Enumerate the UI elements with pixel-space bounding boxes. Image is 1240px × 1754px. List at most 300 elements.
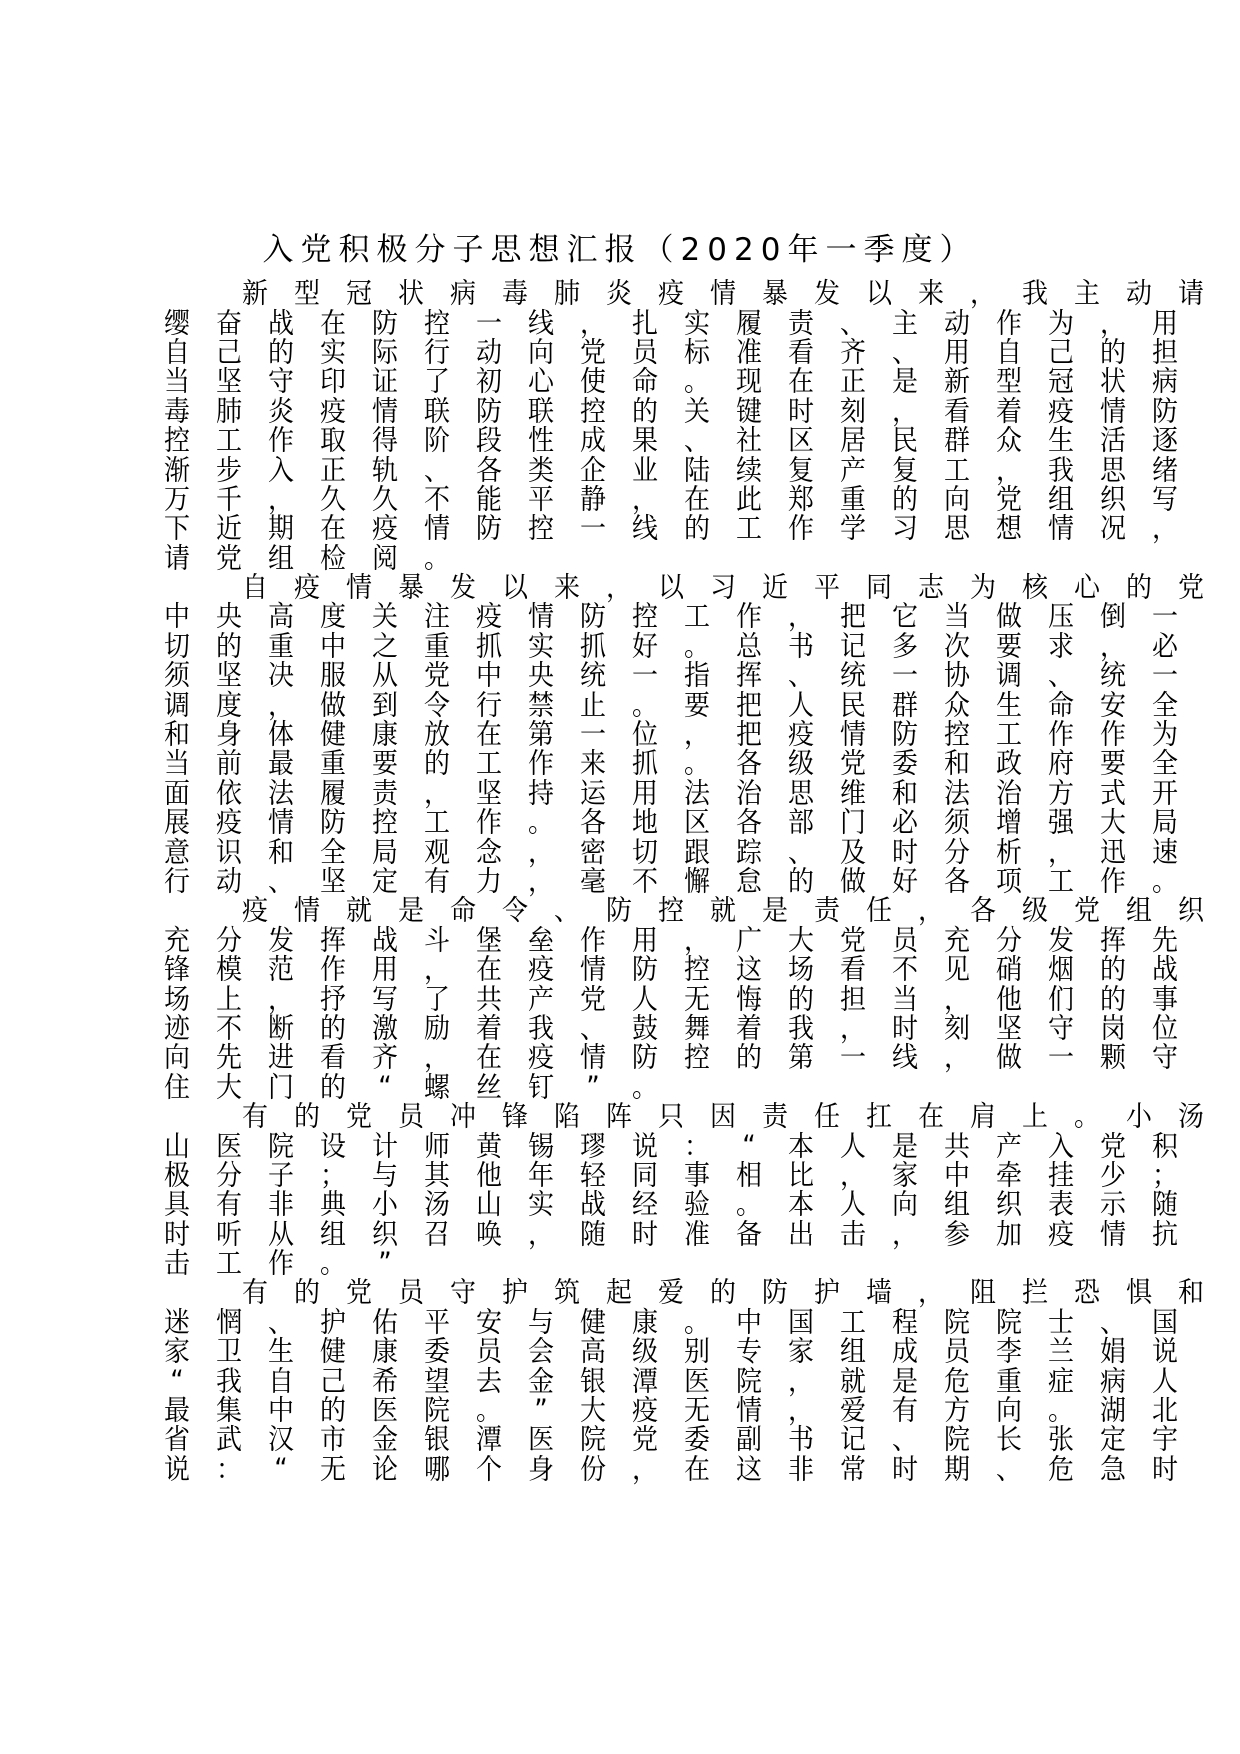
character: 守 xyxy=(449,1277,476,1310)
character: 硝 xyxy=(995,953,1022,987)
text-line xyxy=(151,366,1178,399)
character: 统 xyxy=(839,660,866,693)
character: 组 xyxy=(1125,895,1152,928)
character: ， xyxy=(943,983,970,1016)
character: 来 xyxy=(579,748,606,781)
character: 切 xyxy=(163,630,190,664)
character: 、 xyxy=(423,454,450,487)
character: 武 xyxy=(215,1424,242,1457)
character: 工 xyxy=(839,1306,866,1340)
character: 实 xyxy=(527,1189,554,1222)
character: 从 xyxy=(267,1218,294,1251)
character: 组 xyxy=(943,1189,970,1222)
character: 协 xyxy=(943,660,970,693)
character: 模 xyxy=(215,953,242,987)
character: 。 xyxy=(735,1189,762,1222)
character: 毫 xyxy=(579,865,606,899)
character: 战 xyxy=(371,924,398,957)
character: 激 xyxy=(371,1012,398,1046)
character: 备 xyxy=(735,1218,762,1251)
character: 级 xyxy=(1021,895,1048,928)
character: 员 xyxy=(397,1277,424,1310)
character: 为 xyxy=(1047,307,1074,340)
character: 病 xyxy=(1151,366,1178,399)
character: 工 xyxy=(735,513,762,546)
character: 迷 xyxy=(163,1306,190,1340)
character: 自 xyxy=(163,336,190,370)
character: 市 xyxy=(319,1424,346,1457)
character: 长 xyxy=(995,1424,1022,1457)
character: 具 xyxy=(163,1189,190,1222)
character: 牵 xyxy=(995,1159,1022,1193)
character: 员 xyxy=(891,924,918,957)
character: 疫 xyxy=(527,1042,554,1075)
character: 事 xyxy=(1151,983,1178,1016)
character: 渐 xyxy=(163,454,190,487)
character: 关 xyxy=(371,601,398,634)
character: 组 xyxy=(319,1218,346,1251)
character: 只 xyxy=(657,1100,684,1134)
character: 以 xyxy=(657,571,684,605)
character: ， xyxy=(527,836,554,869)
character: 度 xyxy=(215,689,242,722)
character: 湖 xyxy=(1099,1394,1126,1428)
character: 要 xyxy=(683,689,710,722)
character: 医 xyxy=(371,1394,398,1428)
character: ， xyxy=(1047,836,1074,869)
character: 惧 xyxy=(1125,1277,1152,1310)
character: 我 xyxy=(215,1365,242,1398)
character: 抓 xyxy=(579,630,606,664)
character: 了 xyxy=(423,983,450,1016)
character: 作 xyxy=(527,748,554,781)
character: 作 xyxy=(267,1247,294,1281)
character: 疫 xyxy=(241,895,268,928)
character: ： xyxy=(683,1130,710,1163)
character: 这 xyxy=(735,1453,762,1486)
character: 行 xyxy=(475,689,502,722)
character: 先 xyxy=(215,1042,242,1075)
character: ， xyxy=(527,1218,554,1251)
character: 业 xyxy=(631,454,658,487)
character: 为 xyxy=(969,571,996,605)
character: 念 xyxy=(475,836,502,869)
character: 压 xyxy=(1047,601,1074,634)
character: 情 xyxy=(423,513,450,546)
character: 计 xyxy=(371,1130,398,1163)
character: 佑 xyxy=(371,1306,398,1340)
character: 自 xyxy=(241,571,268,605)
character: 织 xyxy=(1099,483,1126,517)
text-line xyxy=(151,277,1204,311)
character: 调 xyxy=(163,689,190,722)
character: 员 xyxy=(943,1336,970,1369)
paragraph xyxy=(151,277,1204,575)
text-line xyxy=(151,1042,1178,1075)
character: 炎 xyxy=(267,395,294,428)
character: 肺 xyxy=(215,395,242,428)
character: 静 xyxy=(579,483,606,517)
character: 急 xyxy=(1099,1453,1126,1486)
character: 陆 xyxy=(683,454,710,487)
character: 平 xyxy=(527,483,554,517)
character: 的 xyxy=(1099,953,1126,987)
character: 主 xyxy=(1073,277,1100,311)
character: 到 xyxy=(371,689,398,722)
character: 动 xyxy=(215,865,242,899)
character: 和 xyxy=(891,777,918,810)
character: 向 xyxy=(995,1394,1022,1428)
character: 山 xyxy=(163,1130,190,1163)
character: 烟 xyxy=(1047,953,1074,987)
character: 方 xyxy=(943,1394,970,1428)
character: 汉 xyxy=(267,1424,294,1457)
character: 本 xyxy=(787,1130,814,1163)
character: 同 xyxy=(631,1159,658,1193)
character: 医 xyxy=(527,1424,554,1457)
character: 锡 xyxy=(527,1130,554,1163)
character: 中 xyxy=(943,1159,970,1193)
text-line xyxy=(151,1424,1178,1457)
character: 工 xyxy=(475,748,502,781)
character: ， xyxy=(267,983,294,1016)
character: 党 xyxy=(345,1277,372,1310)
character: 积 xyxy=(1151,1130,1178,1163)
character: 部 xyxy=(787,806,814,840)
character: 我 xyxy=(527,1012,554,1046)
character: 钉 xyxy=(527,1071,554,1104)
character: 的 xyxy=(631,395,658,428)
character: 方 xyxy=(1047,777,1074,810)
character: 众 xyxy=(943,689,970,722)
character: 、 xyxy=(579,1012,606,1046)
character: 一 xyxy=(579,718,606,752)
character: ， xyxy=(917,895,944,928)
character: 近 xyxy=(761,571,788,605)
character: 控 xyxy=(683,1042,710,1075)
character: 心 xyxy=(1073,571,1100,605)
character: 众 xyxy=(995,424,1022,458)
character: 法 xyxy=(267,777,294,810)
character: 放 xyxy=(423,718,450,752)
text-line xyxy=(151,748,1178,781)
character: 。 xyxy=(683,1306,710,1340)
character: 联 xyxy=(527,395,554,428)
character: 分 xyxy=(215,924,242,957)
character: 久 xyxy=(371,483,398,517)
character: ， xyxy=(839,1159,866,1193)
character: 准 xyxy=(683,1218,710,1251)
character: 抓 xyxy=(631,748,658,781)
character: 阶 xyxy=(423,424,450,458)
character: 事 xyxy=(683,1159,710,1193)
character: 院 xyxy=(995,1306,1022,1340)
character: 先 xyxy=(1151,924,1178,957)
character: 康 xyxy=(371,718,398,752)
character: 及 xyxy=(839,836,866,869)
character: 了 xyxy=(423,366,450,399)
character: 总 xyxy=(735,630,762,664)
character: 中 xyxy=(735,1306,762,1340)
character: 织 xyxy=(371,1218,398,1251)
character: 人 xyxy=(839,1130,866,1163)
character: 把 xyxy=(735,689,762,722)
character: 望 xyxy=(423,1365,450,1398)
text-line xyxy=(151,777,1178,810)
character: 防 xyxy=(579,601,606,634)
character: 颗 xyxy=(1099,1042,1126,1075)
character: 典 xyxy=(319,1189,346,1222)
character: 己 xyxy=(1047,336,1074,370)
character: 面 xyxy=(163,777,190,810)
character: 专 xyxy=(735,1336,762,1369)
character: 齐 xyxy=(371,1042,398,1075)
character: 验 xyxy=(683,1189,710,1222)
character: 疫 xyxy=(527,953,554,987)
character: ， xyxy=(423,777,450,810)
character: 治 xyxy=(735,777,762,810)
character: 第 xyxy=(527,718,554,752)
text-line xyxy=(151,1336,1178,1369)
character: 防 xyxy=(371,307,398,340)
character: 线 xyxy=(527,307,554,340)
character: 上 xyxy=(215,983,242,1016)
character: ， xyxy=(891,395,918,428)
character: 禁 xyxy=(527,689,554,722)
character: 在 xyxy=(917,1100,944,1134)
character: 动 xyxy=(475,336,502,370)
character: 无 xyxy=(683,1394,710,1428)
character: 大 xyxy=(1099,806,1126,840)
character: 的 xyxy=(319,1012,346,1046)
character: ， xyxy=(891,1218,918,1251)
character: 党 xyxy=(345,1100,372,1134)
character: 入 xyxy=(267,454,294,487)
character: 控 xyxy=(579,395,606,428)
character: 担 xyxy=(839,983,866,1016)
character: 。 xyxy=(527,806,554,840)
character: 要 xyxy=(371,748,398,781)
character: 示 xyxy=(1099,1189,1126,1222)
text-line xyxy=(151,836,1178,869)
character: 识 xyxy=(215,836,242,869)
character: 和 xyxy=(943,748,970,781)
character: 岗 xyxy=(1099,1012,1126,1046)
character: 情 xyxy=(579,953,606,987)
character: ， xyxy=(917,1277,944,1310)
character: 情 xyxy=(293,895,320,928)
character: 写 xyxy=(1151,483,1178,517)
character: 锋 xyxy=(501,1100,528,1134)
character: 情 xyxy=(735,1394,762,1428)
character: 习 xyxy=(709,571,736,605)
character: 阻 xyxy=(969,1277,996,1310)
character: 一 xyxy=(631,660,658,693)
character: 会 xyxy=(527,1336,554,1369)
character: 作 xyxy=(267,424,294,458)
character: 子 xyxy=(267,1159,294,1193)
character: 战 xyxy=(579,1189,606,1222)
character: 国 xyxy=(1151,1306,1178,1340)
character: 委 xyxy=(891,748,918,781)
character: 冠 xyxy=(1047,366,1074,399)
character: 不 xyxy=(891,953,918,987)
character: 着 xyxy=(995,395,1022,428)
character: 舞 xyxy=(683,1012,710,1046)
character: 局 xyxy=(1151,806,1178,840)
character: 鼓 xyxy=(631,1012,658,1046)
character: 度 xyxy=(319,601,346,634)
character: 当 xyxy=(163,748,190,781)
character: 人 xyxy=(787,689,814,722)
character: 做 xyxy=(319,689,346,722)
text-line xyxy=(151,630,1178,664)
character: 场 xyxy=(787,953,814,987)
character: 控 xyxy=(423,307,450,340)
character: 现 xyxy=(735,366,762,399)
character: 坚 xyxy=(475,777,502,810)
character: 实 xyxy=(527,630,554,664)
character: 用 xyxy=(631,777,658,810)
character: 大 xyxy=(579,1394,606,1428)
character: 守 xyxy=(1047,1012,1074,1046)
character: 、 xyxy=(891,336,918,370)
character: 防 xyxy=(1151,395,1178,428)
character: 在 xyxy=(787,366,814,399)
text-line xyxy=(151,513,1178,546)
text-line xyxy=(151,1365,1178,1398)
character: 好 xyxy=(631,630,658,664)
character: 命 xyxy=(631,366,658,399)
character: 分 xyxy=(215,1159,242,1193)
character: 入 xyxy=(1047,1130,1074,1163)
character: 工 xyxy=(995,718,1022,752)
character: 我 xyxy=(1021,277,1048,311)
character: 来 xyxy=(553,571,580,605)
character: 康 xyxy=(631,1306,658,1340)
character: 。 xyxy=(631,1071,658,1104)
character: 中 xyxy=(475,660,502,693)
character: 的 xyxy=(267,336,294,370)
character: 好 xyxy=(891,865,918,899)
character: 服 xyxy=(319,660,346,693)
character: 唤 xyxy=(475,1218,502,1251)
character: 作 xyxy=(579,924,606,957)
character: 展 xyxy=(163,806,190,840)
character: 份 xyxy=(579,1453,606,1486)
character: 的 xyxy=(319,1071,346,1104)
character: 发 xyxy=(449,571,476,605)
character: 控 xyxy=(943,718,970,752)
text-line xyxy=(151,601,1178,634)
character: 使 xyxy=(579,366,606,399)
character: 经 xyxy=(631,1189,658,1222)
character: 区 xyxy=(787,424,814,458)
character: 准 xyxy=(735,336,762,370)
character: 进 xyxy=(267,1042,294,1075)
character: 爱 xyxy=(657,1277,684,1310)
character: 果 xyxy=(631,424,658,458)
character: 爱 xyxy=(839,1394,866,1428)
character: 坚 xyxy=(215,660,242,693)
character: 潭 xyxy=(631,1365,658,1398)
text-line xyxy=(151,953,1178,987)
character: 。 xyxy=(475,1394,502,1428)
character: 毒 xyxy=(501,277,528,311)
character: 防 xyxy=(605,895,632,928)
character: 、 xyxy=(787,836,814,869)
character: 责 xyxy=(371,777,398,810)
character: 随 xyxy=(1151,1189,1178,1222)
character: 运 xyxy=(579,777,606,810)
character: 倒 xyxy=(1099,601,1126,634)
character: 履 xyxy=(735,307,762,340)
character: 一 xyxy=(891,660,918,693)
character: 在 xyxy=(319,513,346,546)
character: ， xyxy=(787,601,814,634)
character: 情 xyxy=(371,395,398,428)
character: 心 xyxy=(527,366,554,399)
character: 着 xyxy=(475,1012,502,1046)
character: 党 xyxy=(215,542,242,575)
character: 作 xyxy=(735,601,762,634)
character: 实 xyxy=(319,336,346,370)
character: 重 xyxy=(839,483,866,517)
character: 最 xyxy=(163,1394,190,1428)
character: 定 xyxy=(1099,1424,1126,1457)
character: 强 xyxy=(1047,806,1074,840)
character: 命 xyxy=(449,895,476,928)
character: 第 xyxy=(787,1042,814,1075)
text-line xyxy=(151,1189,1178,1222)
character: 别 xyxy=(683,1336,710,1369)
character: 类 xyxy=(527,454,554,487)
character: 表 xyxy=(1047,1189,1074,1222)
character: 央 xyxy=(527,660,554,693)
character: ： xyxy=(215,1453,242,1486)
character: 速 xyxy=(1151,836,1178,869)
character: 一 xyxy=(839,1042,866,1075)
character: 自 xyxy=(267,1365,294,1398)
character: 山 xyxy=(475,1189,502,1222)
character: 党 xyxy=(1177,571,1204,605)
character: 必 xyxy=(891,806,918,840)
character: 它 xyxy=(891,601,918,634)
character: ， xyxy=(631,483,658,517)
character: 比 xyxy=(787,1159,814,1193)
character: 绪 xyxy=(1151,454,1178,487)
text-line xyxy=(151,806,1178,840)
character: 与 xyxy=(527,1306,554,1340)
character: 国 xyxy=(787,1306,814,1340)
character: 宇 xyxy=(1151,1424,1178,1457)
character: 成 xyxy=(891,1336,918,1369)
character: 。 xyxy=(683,630,710,664)
character: 党 xyxy=(1073,895,1100,928)
character: 期 xyxy=(267,513,294,546)
character: 组 xyxy=(839,1336,866,1369)
character: 坚 xyxy=(319,865,346,899)
character: 年 xyxy=(527,1159,554,1193)
character: 院 xyxy=(943,1306,970,1340)
character: 切 xyxy=(631,836,658,869)
character: 党 xyxy=(579,336,606,370)
character: 健 xyxy=(319,1336,346,1369)
character: 击 xyxy=(163,1247,190,1281)
character: 住 xyxy=(163,1071,190,1104)
character: 、 xyxy=(839,307,866,340)
character: 看 xyxy=(943,395,970,428)
